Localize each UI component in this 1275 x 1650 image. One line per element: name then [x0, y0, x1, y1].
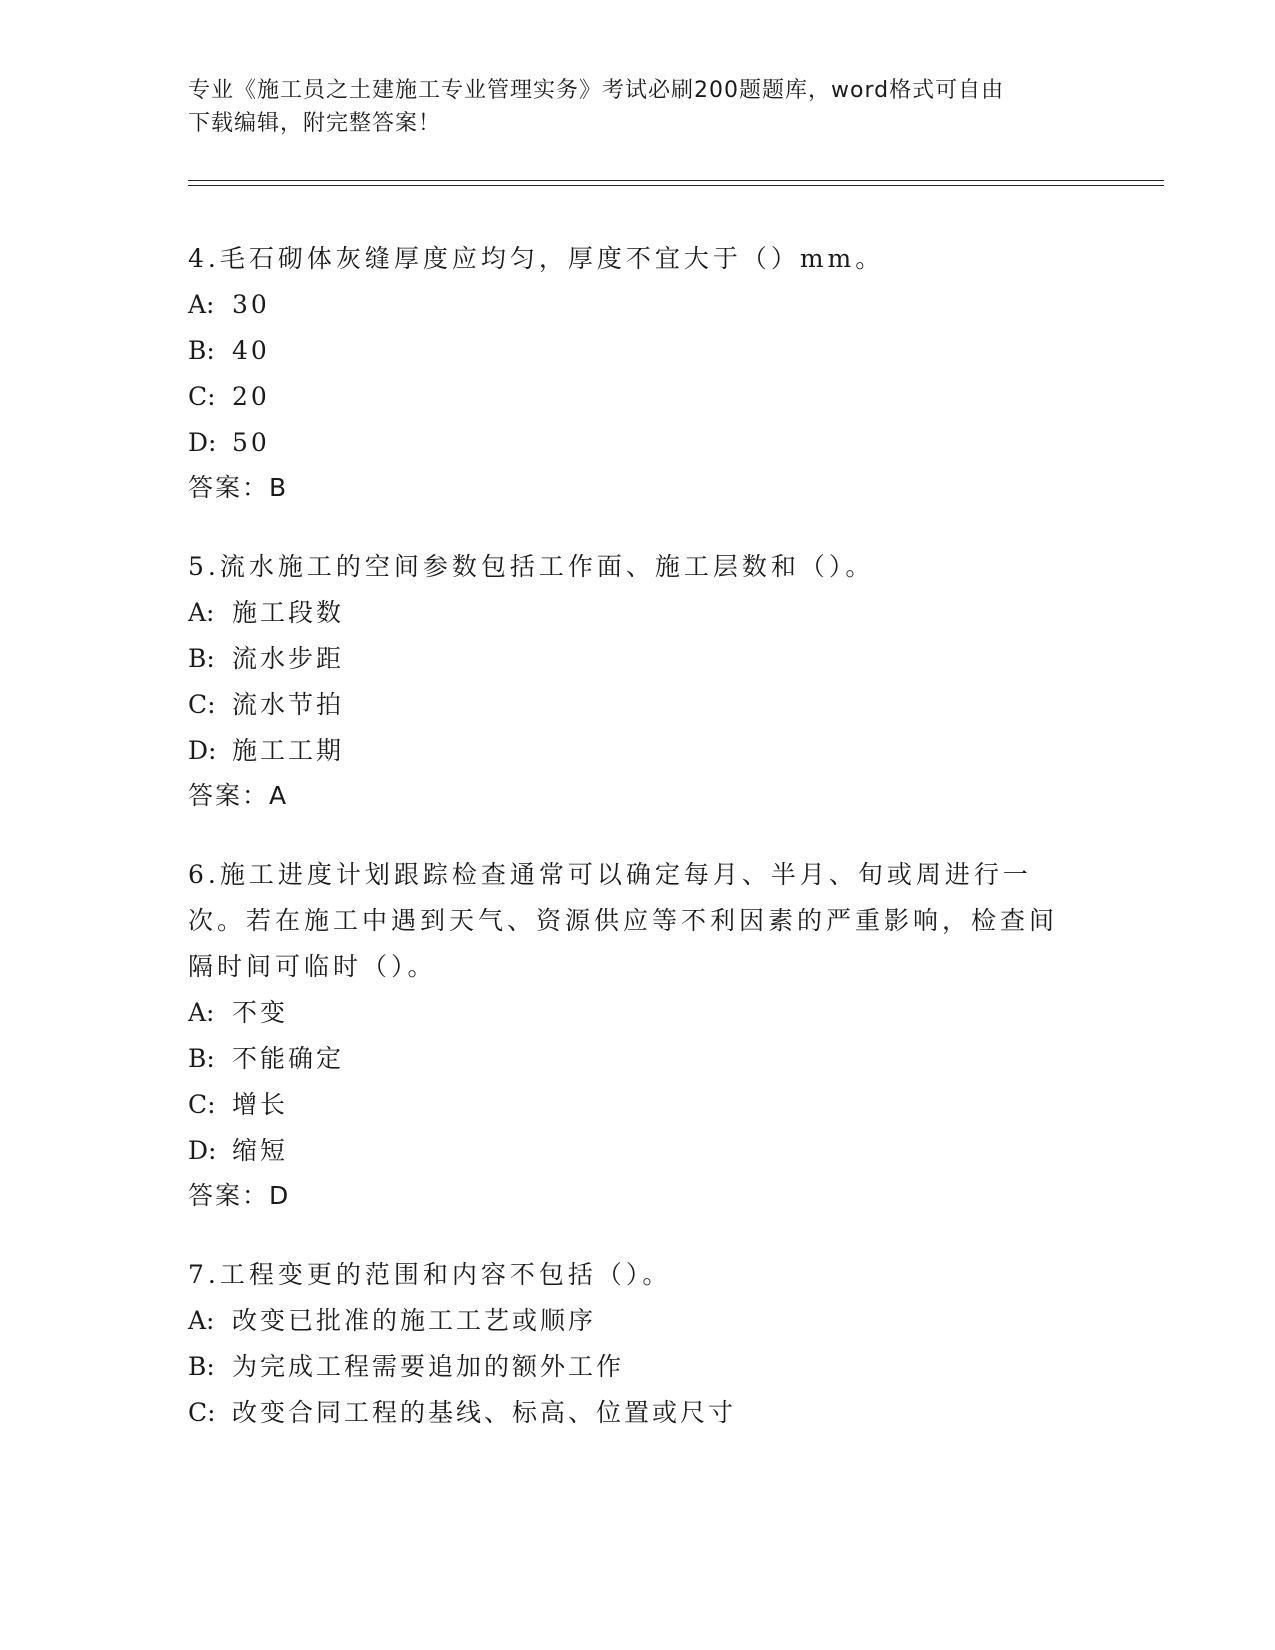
question-stem: 4.毛石砌体灰缝厚度应均匀，厚度不宜大于（）mm。 — [188, 244, 885, 273]
option-text: 20 — [232, 382, 270, 411]
option-letter: C: — [188, 690, 216, 719]
option-letter: A: — [188, 290, 215, 319]
question-option — [188, 420, 1068, 466]
option-letter: D: — [188, 736, 217, 765]
question-option — [188, 682, 1068, 728]
option-letter: C: — [188, 1398, 216, 1427]
option-text: 流水节拍 — [232, 690, 345, 719]
question-block — [188, 852, 1068, 1218]
header-rule-top — [188, 180, 1164, 181]
option-letter: A: — [188, 998, 215, 1027]
question-stem: 6.施工进度计划跟踪检查通常可以确定每月、半月、旬或周进行一次。若在施工中遇到天气、资源供应等不利因素的严重影响，检查间隔时间可临时（）。 — [188, 860, 1059, 981]
question-option — [188, 282, 1068, 328]
option-letter: A: — [188, 1306, 215, 1335]
question-option — [188, 1036, 1068, 1082]
option-letter: B: — [188, 336, 215, 365]
option-text: 施工工期 — [232, 736, 345, 765]
option-text: 40 — [232, 336, 270, 365]
option-text: 为完成工程需要追加的额外工作 — [232, 1352, 625, 1381]
option-text: 增长 — [232, 1090, 289, 1119]
question-option — [188, 328, 1068, 374]
option-letter: A: — [188, 598, 215, 627]
question-option — [188, 636, 1068, 682]
question-list — [188, 236, 1068, 1470]
answer-line: 答案：B — [188, 473, 289, 502]
question-block — [188, 1252, 1068, 1436]
answer-line: 答案：A — [188, 781, 289, 810]
option-text: 50 — [232, 428, 270, 457]
question-block — [188, 236, 1068, 510]
header-line-2: 下载编辑，附完整答案！ — [188, 111, 442, 136]
question-option — [188, 1128, 1068, 1174]
question-option — [188, 728, 1068, 774]
question-option — [188, 990, 1068, 1036]
question-option — [188, 1298, 1068, 1344]
option-text: 改变已批准的施工工艺或顺序 — [232, 1306, 597, 1335]
question-block — [188, 544, 1068, 818]
option-letter: B: — [188, 1352, 215, 1381]
option-letter: C: — [188, 1090, 216, 1119]
option-text: 不能确定 — [232, 1044, 345, 1073]
header-line-1: 专业《施工员之土建施工专业管理实务》考试必刷200题题库，word格式可自由 — [188, 78, 1005, 103]
option-letter: B: — [188, 1044, 215, 1073]
question-option — [188, 1344, 1068, 1390]
option-text: 缩短 — [232, 1136, 289, 1165]
question-option — [188, 1082, 1068, 1128]
document-header — [188, 74, 1078, 140]
option-letter: B: — [188, 644, 215, 673]
option-letter: D: — [188, 1136, 217, 1165]
option-text: 施工段数 — [232, 598, 345, 627]
option-letter: C: — [188, 382, 216, 411]
answer-line: 答案：D — [188, 1181, 291, 1210]
question-option — [188, 590, 1068, 636]
option-text: 改变合同工程的基线、标高、位置或尺寸 — [232, 1398, 737, 1427]
option-letter: D: — [188, 428, 217, 457]
question-option — [188, 374, 1068, 420]
question-stem: 5.流水施工的空间参数包括工作面、施工层数和（）。 — [188, 552, 875, 581]
question-stem: 7.工程变更的范围和内容不包括（）。 — [188, 1260, 672, 1289]
option-text: 流水步距 — [232, 644, 345, 673]
option-text: 30 — [232, 290, 270, 319]
question-option — [188, 1390, 1068, 1436]
header-rule-bottom — [188, 185, 1164, 186]
option-text: 不变 — [232, 998, 289, 1027]
